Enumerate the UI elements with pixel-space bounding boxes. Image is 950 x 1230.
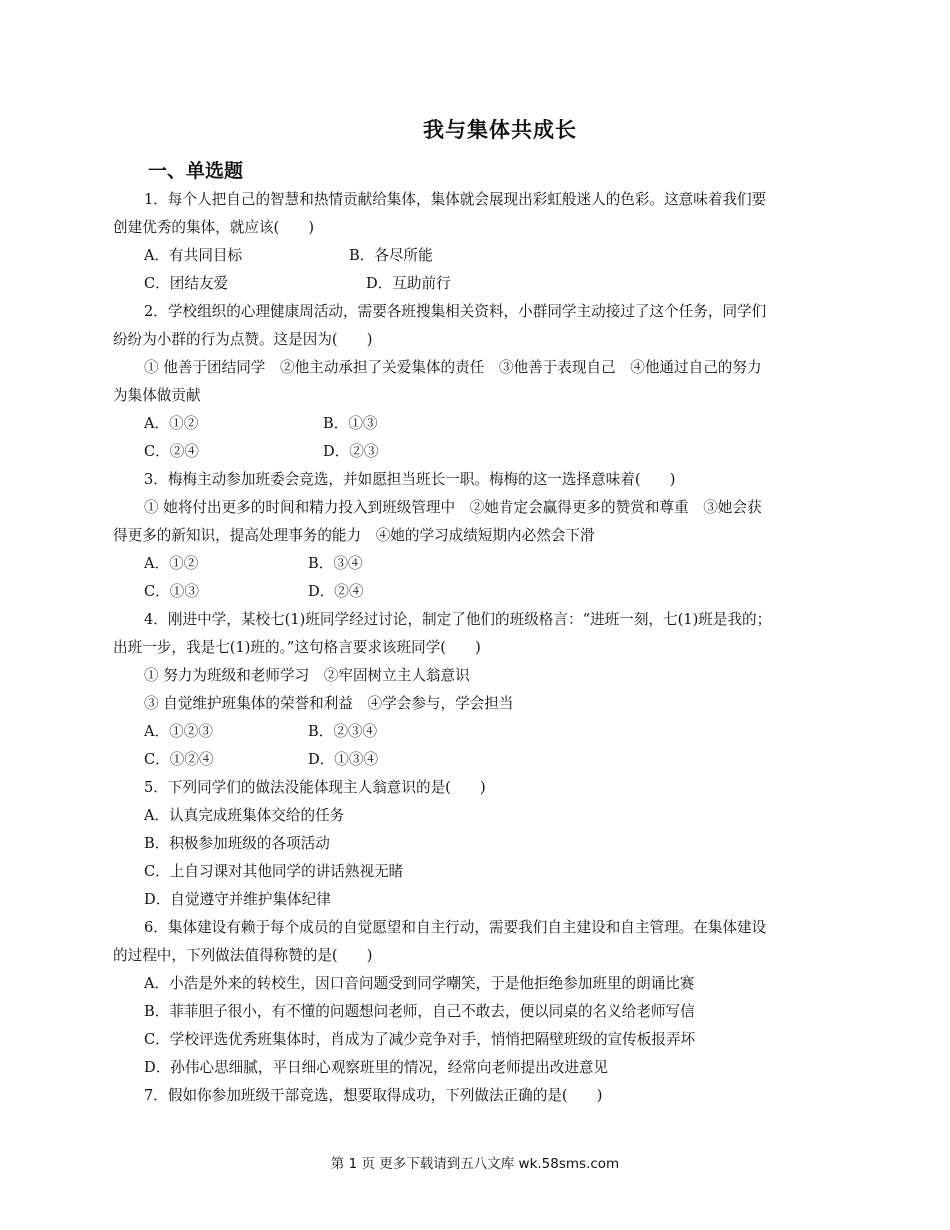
option-c: C．②④ xyxy=(144,443,199,460)
option-b: B．②③④ xyxy=(308,723,378,740)
option-a: A．小浩是外来的转校生，因口音问题受到同学嘲笑，于是他拒绝参加班里的朗诵比赛 xyxy=(144,975,695,992)
page-footer: 第 1 页 更多下载请到五八文库 wk.58sms.com xyxy=(330,1156,620,1172)
option-d: D．自觉遵守并维护集体纪律 xyxy=(144,891,331,908)
option-d: D．①③④ xyxy=(308,751,379,768)
question-2-stem-cont: 纷纷为小群的行为点赞。这是因为( ) xyxy=(113,331,373,348)
question-6-stem: 6．集体建设有赖于每个成员的自觉愿望和自主行动，需要我们自主建设和自主管理。在集体建设 xyxy=(144,919,767,936)
question-2-options-row-1 xyxy=(113,410,855,438)
question-3-statements-cont: 得更多的新知识，提高处理事务的能力 ④她的学习成绩短期内必然会下滑 xyxy=(113,527,595,544)
option-a: A．认真完成班集体交给的任务 xyxy=(144,807,345,824)
option-c: C．上自习课对其他同学的讲话熟视无睹 xyxy=(144,863,404,880)
question-4-statements-2: ③ 自觉维护班集体的荣誉和利益 ④学会参与，学会担当 xyxy=(144,695,514,712)
option-c: C．团结友爱 xyxy=(144,275,229,292)
option-a: A．①②③ xyxy=(144,723,213,740)
question-2-options-row-2 xyxy=(113,438,855,466)
question-4-stem: 4．刚进中学，某校七(1)班同学经过讨论，制定了他们的班级格言：“进班一刻，七(1)班是我的； xyxy=(144,611,772,628)
question-1-stem: 1．每个人把自己的智慧和热情贡献给集体，集体就会展现出彩虹般迷人的色彩。这意味着我们要 xyxy=(144,191,767,208)
option-c: C．①③ xyxy=(144,583,199,600)
question-4-stem-cont: 出班一步，我是七(1)班的。”这句格言要求该班同学( ) xyxy=(113,639,481,656)
option-d: D．②③ xyxy=(323,443,379,460)
question-1-options-row-1 xyxy=(113,242,855,270)
question-7-stem: 7．假如你参加班级干部竞选，想要取得成功，下列做法正确的是( ) xyxy=(144,1087,603,1104)
option-d: D．互助前行 xyxy=(366,275,451,292)
option-b: B．③④ xyxy=(308,555,363,572)
question-3-stem: 3．梅梅主动参加班委会竞选，并如愿担当班长一职。梅梅的这一选择意味着( ) xyxy=(144,471,676,488)
question-2-statements: ① 他善于团结同学 ②他主动承担了关爱集体的责任 ③他善于表现自己 ④他通过自己的努力 xyxy=(144,359,762,376)
option-a: A．①② xyxy=(144,415,199,432)
option-b: B．各尽所能 xyxy=(349,247,433,264)
question-1-options-row-2 xyxy=(113,270,855,298)
question-1-stem-cont: 创建优秀的集体，就应该( ) xyxy=(113,219,315,236)
section-heading: 一、单选题 xyxy=(148,160,244,182)
question-4-statements-1: ① 努力为班级和老师学习 ②牢固树立主人翁意识 xyxy=(144,667,470,684)
option-a: A．有共同目标 xyxy=(144,247,243,264)
question-3-options-row-1 xyxy=(113,550,855,578)
option-d: D．孙伟心思细腻，平日细心观察班里的情况，经常向老师提出改进意见 xyxy=(144,1059,609,1076)
question-2-stem: 2．学校组织的心理健康周活动，需要各班搜集相关资料，小群同学主动接过了这个任务，同学们 xyxy=(144,303,767,320)
question-3-statements: ① 她将付出更多的时间和精力投入到班级管理中 ②她肯定会赢得更多的赞赏和尊重 ③她会获 xyxy=(144,499,762,516)
option-a: A．①② xyxy=(144,555,199,572)
option-b: B．①③ xyxy=(323,415,378,432)
option-c: C．学校评选优秀班集体时，肖成为了减少竞争对手，悄悄把隔壁班级的宣传板报弄坏 xyxy=(144,1031,696,1048)
option-b: B．积极参加班级的各项活动 xyxy=(144,835,330,852)
option-c: C．①②④ xyxy=(144,751,214,768)
question-list xyxy=(113,186,855,1110)
question-2-statements-cont: 为集体做贡献 xyxy=(113,387,201,404)
question-6-stem-cont: 的过程中，下列做法值得称赞的是( ) xyxy=(113,947,373,964)
option-d: D．②④ xyxy=(308,583,364,600)
question-5-stem: 5．下列同学们的做法没能体现主人翁意识的是( ) xyxy=(144,779,486,796)
page-title: 我与集体共成长 xyxy=(423,118,577,142)
question-3-options-row-2 xyxy=(113,578,855,606)
question-4-options-row-1 xyxy=(113,718,855,746)
question-4-options-row-2 xyxy=(113,746,855,774)
option-b: B．菲菲胆子很小，有不懂的问题想问老师，自己不敢去，便以同桌的名义给老师写信 xyxy=(144,1003,695,1020)
